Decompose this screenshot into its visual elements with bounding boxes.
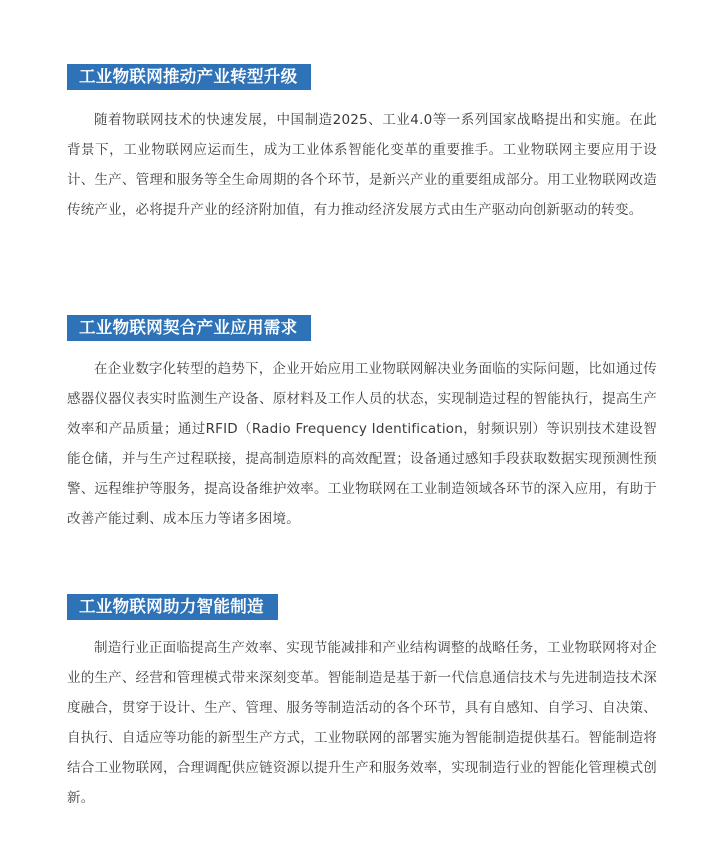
section-body-paragraph: 随着物联网技术的快速发展，中国制造2025、工业4.0等一系列国家战略提出和实施。在此背景下，工业物联网应运而生，成为工业体系智能化变革的重要推手。工业物联网主要应用于设计、生产、管理和服务等全生命周期的各个环节，是新兴产业的重要组成部分。用工业物联网改造传统产业，必将提升产业的经济附加值，有力推动经济发展方式由生产驱动向创新驱动的转变。 <box>67 112 657 218</box>
section-body-paragraph: 制造行业正面临提高生产效率、实现节能减排和产业结构调整的战略任务，工业物联网将对企业的生产、经营和管理模式带来深刻变革。智能制造是基于新一代信息通信技术与先进制造技术深度融合，贯穿于设计、生产、管理、服务等制造活动的各个环节，具有自感知、自学习、自决策、自执行、自适应等功能的新型生产方式，工业物联网的部署实施为智能制造提供基石。智能制造将结合工业物联网，合理调配供应链资源以提升生产和服务效率，实现制造行业的智能化管理模式创新。 <box>67 640 657 806</box>
section-body-paragraph: 在企业数字化转型的趋势下，企业开始应用工业物联网解决业务面临的实际问题，比如通过传感器仪器仪表实时监测生产设备、原材料及工作人员的状态，实现制造过程的智能执行，提高生产效率和产品质量；通过RFID（Radio Frequency Identification，射频识别）等识别技术建设智能仓储，并与生产过程联接，提高制造原料的高效配置；设备通过感知手段获取数据实现预测性预警、远程维护等服务，提高设备维护效率。工业物联网在工业制造领域各环节的深入应用，有助于改善产能过剩、成本压力等诸多困境。 <box>67 361 657 527</box>
section-industrial-iot-demand <box>67 315 657 534</box>
section-industrial-iot-smart-manufacturing <box>67 594 657 813</box>
section-heading: 工业物联网推动产业转型升级 <box>67 64 311 90</box>
section-heading: 工业物联网契合产业应用需求 <box>67 315 311 341</box>
section-industrial-iot-upgrade <box>67 64 657 225</box>
section-heading: 工业物联网助力智能制造 <box>67 594 278 620</box>
